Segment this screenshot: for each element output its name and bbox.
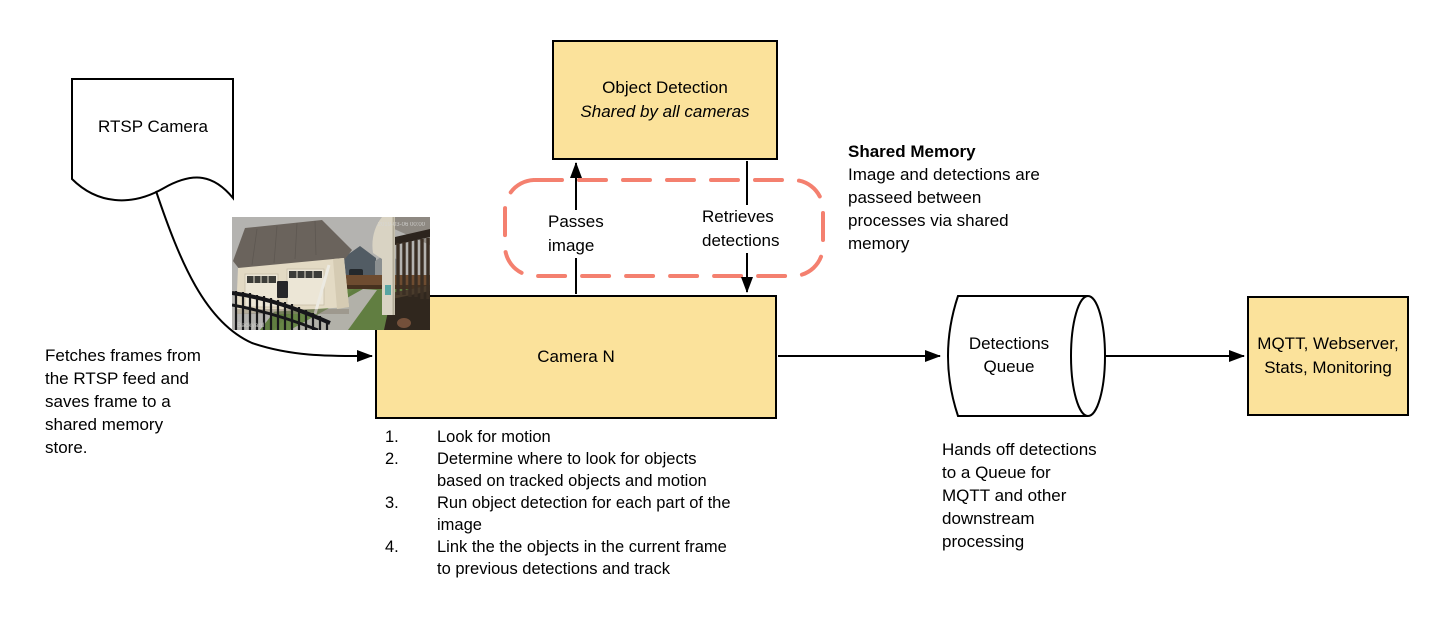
note-line: memory xyxy=(848,234,910,253)
note-line: downstream xyxy=(942,509,1035,528)
label-line: detections xyxy=(702,231,780,250)
rtsp-camera-label: RTSP Camera xyxy=(98,117,208,136)
note-line: processing xyxy=(942,532,1025,551)
detections-queue-cylinder-end xyxy=(1071,296,1105,416)
label-line: image xyxy=(548,236,595,255)
note-line: Image and detections are xyxy=(848,165,1040,184)
step-line: Run object detection for each part of the xyxy=(437,494,731,512)
snapshot-timestamp: 2019-03-06 00:00 xyxy=(377,222,425,228)
note-line: to a Queue for xyxy=(942,463,1051,482)
camera-n-node xyxy=(375,295,777,419)
mqtt-webserver-node xyxy=(1247,296,1409,416)
retrieves-detections-label xyxy=(700,205,782,253)
step-number: 3. xyxy=(385,494,399,512)
shared-memory-note xyxy=(848,140,1040,255)
trash-bin xyxy=(277,281,288,298)
teal-object xyxy=(385,285,391,295)
label-line: Passes xyxy=(548,212,604,231)
label-line: Queue xyxy=(983,357,1035,376)
mqtt-label-line: Stats, Monitoring xyxy=(1264,358,1392,377)
shared-memory-note-title: Shared Memory xyxy=(848,142,976,161)
object-detection-subtitle: Shared by all cameras xyxy=(580,102,750,121)
step-line: based on tracked objects and motion xyxy=(437,472,707,490)
step-number: 2. xyxy=(385,450,399,468)
mqtt-label-line: MQTT, Webserver, xyxy=(1257,334,1399,353)
step-line: Look for motion xyxy=(437,428,551,446)
camera-snapshot-image xyxy=(232,217,430,330)
hands-off-note xyxy=(942,438,1097,553)
label-line: Retrieves xyxy=(702,207,774,226)
list-item xyxy=(385,536,807,580)
rtsp-camera-document-shape xyxy=(72,79,233,200)
camera-n-label: Camera N xyxy=(537,347,615,366)
note-line: shared memory xyxy=(45,415,164,434)
snapshot-watermark: Backyard xyxy=(237,322,265,329)
camera-steps-list xyxy=(385,426,807,580)
detections-queue-label xyxy=(946,332,1072,378)
note-line: saves frame to a xyxy=(45,392,171,411)
note-line: the RTSP feed and xyxy=(45,369,189,388)
list-item xyxy=(385,448,807,492)
note-line: passeed between xyxy=(848,188,982,207)
planter-pot xyxy=(397,318,411,328)
label-line: Detections xyxy=(968,334,1050,353)
note-line: Fetches frames from xyxy=(45,346,201,365)
note-line: MQTT and other xyxy=(942,486,1067,505)
passes-image-label xyxy=(546,210,606,258)
note-line: processes via shared xyxy=(848,211,1009,230)
step-number: 4. xyxy=(385,538,399,556)
object-detection-node xyxy=(552,40,778,160)
note-line: store. xyxy=(45,438,88,457)
object-detection-title: Object Detection xyxy=(602,78,728,97)
note-line: Hands off detections xyxy=(942,440,1097,459)
step-line: to previous detections and track xyxy=(437,560,670,578)
step-line: Determine where to look for objects xyxy=(437,450,697,468)
list-item xyxy=(385,492,807,536)
step-line: Link the the objects in the current frame xyxy=(437,538,727,556)
step-line: image xyxy=(437,516,482,534)
fetches-frames-note xyxy=(45,344,201,459)
list-item xyxy=(385,426,807,448)
step-number: 1. xyxy=(385,428,399,446)
